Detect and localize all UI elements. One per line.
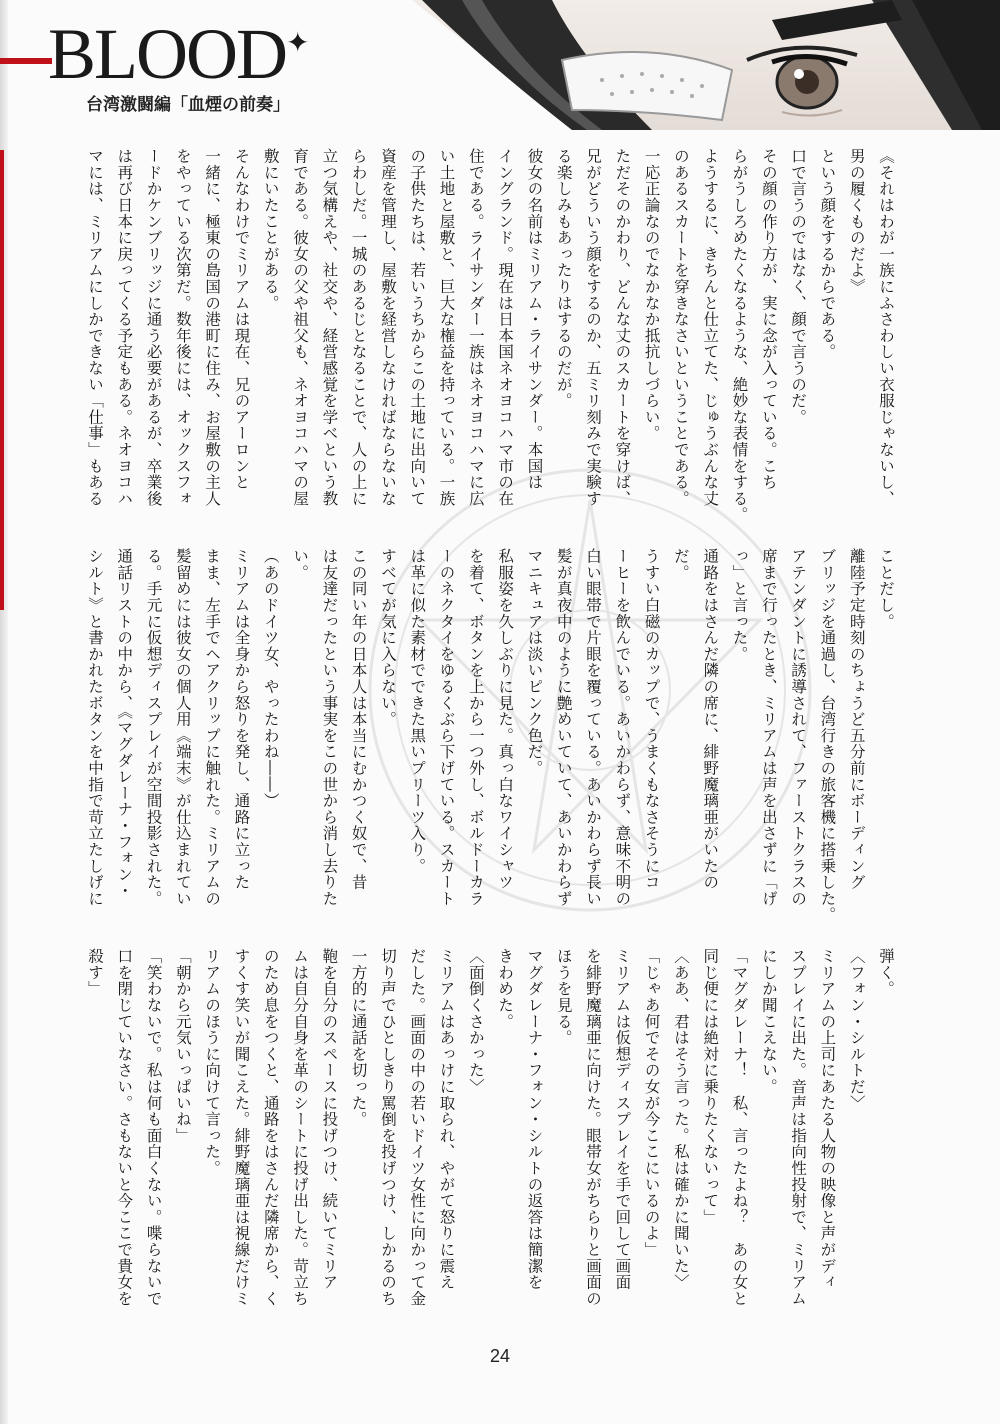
blood-logo	[48, 14, 308, 94]
body-text-middle: ことだし。 離陸予定時刻のちょうど五分前にボーディング ブリッジを通過し、台湾行きの旅客機に搭乗した。 アテンダントに誘導されて、ファーストクラスの 席まで行ったとき、ミリアムは声を出さずに「げ っ」と言った。 通路をはさんだ隣の席に、緋野魔璃亜がいたの だ。 うすい白磁のカップで、うまくもなさそうにコ ーヒーを飲んでいる。あいかわらず、意味不明の 白い眼帯で片眼を覆っている。あいかわらず長い 髪が真夜中のように艶めいていて、あいかわらず マニキュアは淡いピンク色だ。 私服姿を久しぶりに見た。真っ白なワイシャツ を着て、ボタンを上から一つ外し、ボルドーカラ ーのネクタイをゆるくぶら下げている。スカート は革に似た素材でできた黒いプリーツ入り。 すべてが気に入らない。 この同い年の日本人は本当にむかつく奴で、昔 は友達だったという事実をこの世から消し去りた い。 （あのドイツ女、やったわね――） ミリアムは全身から怒りを発し、通路に立った まま、左手でヘアクリップに触れた。ミリアムの 髪留めには彼女の個人用《端末》が仕込まれてい る。手元に仮想ディスプレイが空間投影された。 通話リストの中から、《マグダレーナ・フォン・ シルト》と書かれたボタンを中指で苛立たしげに	[85, 548, 895, 923]
chapter-subtitle: 台湾激闘編「血煙の前奏」	[86, 95, 290, 115]
page-number: 24	[489, 1346, 511, 1366]
body-text-top: 《それはわが一族にふさわしい衣服じゃないし、 男の履くものだよ》 という顔をするからである。 口で言うのではなく、顔で言うのだ。 その顔の作り方が、実に念が入っている。こち らがうしろめたくなるような、絶妙な表情をする。 ようするに、きちんと仕立てた、じゅうぶんな丈 のあるスカートを穿きなさいということである。 一応正論なのでなかなか抵抗しづらい。 ただそのかわり、どんな丈のスカートを穿けば、 兄がどういう顔をするのか、五ミリ刻みで実験す る楽しみもあったりはするのだが。 彼女の名前はミリアム・ライサンダー。本国は イングランド。現在は日本国ネオヨコハマ市の在 住である。ライサンダー一族はネオヨコハマに広 い土地と屋敷と、巨大な権益を持っている。一族 の子供たちは、若いうちからこの土地に出向いて 資産を管理し、屋敷を経営しなければならないな らわしだ。一城のあるじとなることで、人の上に 立つ気構えや、社交や、経営感覚を学べという教 育である。彼女の父や祖父も、ネオヨコハマの屋 敷にいたことがある。 そんなわけでミリアムは現在、兄のアーロンと 一緒に、極東の島国の港町に住み、お屋敷の主人 をやっている次第だ。数年後には、オックスフォ ードかケンブリッジに通う必要があるが、卒業後 は再び日本に戻ってくる予定もある。ネオヨコハ マには、ミリアムにしかできない「仕事」もある	[85, 148, 895, 523]
header-red-bar	[0, 58, 52, 64]
logo-text: BLOOD	[48, 14, 286, 94]
character-artwork	[352, 0, 1000, 130]
spine-red-accent	[0, 150, 4, 610]
page-header	[0, 0, 1000, 130]
body-text-bottom: 弾く。 〈フォン・シルトだ〉 ミリアムの上司にあたる人物の映像と声がディ スプレイに出た。音声は指向性投射で、ミリアム にしか聞こえない。 「マグダレーナ！ 私、言ったよね？ あの女と 同じ便には絶対に乗りたくないって」 〈ああ、君はそう言った。私は確かに聞いた〉 「じゃあ何でその女が今ここにいるのよ」 ミリアムは仮想ディスプレイを手で回して画面 を緋野魔璃亜に向けた。眼帯女がちらりと画面の ほうを見る。 マグダレーナ・フォン・シルトの返答は簡潔を きわめた。 〈面倒くさかった〉 ミリアムはあっけに取られ、やがて怒りに震え だした。画面の中の若いドイツ女性に向かって金 切り声でひとしきり罵倒を投げつけ、しかるのち 一方的に通話を切った。 鞄を自分のスペースに投げつけ、続いてミリア ムは自分自身を革のシートに投げ出した。苛立ち のため息をつくと、通路をはさんだ隣席から、く すくす笑いが聞こえた。緋野魔璃亜は視線だけミ リアムのほうに向けて言った。 「朝から元気いっぱいね」 「笑わないで。私は何も面白くない。喋らないで 口を閉じていなさい。さもないと今ここで貴女を 殺す」	[85, 948, 895, 1307]
logo-star-icon: ✦	[286, 28, 308, 59]
character-eyepatch-illustration	[352, 0, 1000, 130]
